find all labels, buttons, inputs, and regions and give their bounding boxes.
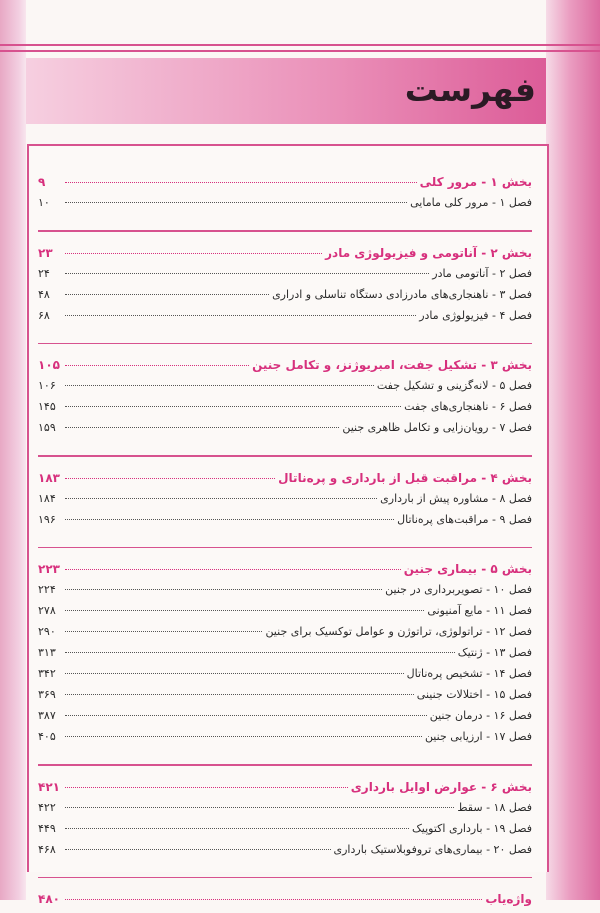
toc-chapter[interactable]	[38, 822, 532, 843]
dot-leader	[65, 787, 348, 788]
dot-leader	[65, 652, 455, 653]
toc-chapter-title: فصل ۲۰ - بیماری‌های تروفوبلاستیک بارداری	[333, 842, 532, 856]
toc-chapter[interactable]	[38, 843, 532, 864]
toc-chapter-title: فصل ۶ - ناهنجاری‌های جفت	[404, 400, 532, 413]
toc-part[interactable]	[38, 562, 532, 583]
toc-part-page-number: ۲۲۳	[38, 562, 60, 576]
toc-chapter-title: فصل ۱۰ - تصویربرداری در جنین	[385, 583, 532, 596]
dot-leader	[65, 202, 407, 203]
dot-leader	[65, 365, 249, 366]
dot-leader	[65, 736, 422, 737]
toc-chapter-title: فصل ۱۱ - مایع آمنیونی	[427, 604, 532, 617]
toc-chapter-title: فصل ۱۴ - تشخیص پره‌ناتال	[406, 667, 532, 680]
toc-part[interactable]	[38, 471, 532, 492]
section-divider	[38, 877, 532, 879]
toc-chapter-title: فصل ۵ - لانه‌گزینی و تشکیل جفت	[376, 379, 532, 392]
toc-chapter-page-number: ۴۴۹	[38, 821, 56, 835]
dot-leader	[65, 569, 401, 570]
section-divider	[38, 230, 532, 232]
toc-chapter-title: فصل ۱۸ - سقط	[457, 800, 532, 814]
toc-chapter-page-number: ۳۸۷	[38, 709, 56, 722]
toc-chapter-title: فصل ۱۲ - تراتولوژی، تراتوژن و عوامل توکسیک برای جنین	[265, 625, 532, 638]
toc-chapter[interactable]	[38, 379, 532, 400]
dot-leader	[65, 253, 322, 254]
toc-chapter[interactable]	[38, 688, 532, 709]
toc-glossary-title: واژه‌یاب	[485, 892, 532, 906]
toc-part[interactable]	[38, 358, 532, 379]
toc-chapter-title: فصل ۲ - آناتومی مادر	[432, 266, 532, 280]
toc-chapter-page-number: ۴۰۵	[38, 730, 56, 743]
toc-chapter[interactable]	[38, 604, 532, 625]
toc-chapter-title: فصل ۱۳ - ژنتیک	[457, 646, 532, 659]
toc-chapter[interactable]	[38, 730, 532, 751]
toc-chapter[interactable]	[38, 667, 532, 688]
dot-leader	[65, 828, 409, 829]
toc-chapter-page-number: ۶۸	[38, 308, 50, 322]
toc-part-title: بخش ۶ - عوارض اوایل بارداری	[350, 779, 532, 794]
toc-part-title: بخش ۵ - بیماری جنین	[403, 562, 532, 576]
toc-part-title: بخش ۲ - آناتومی و فیزیولوژی مادر	[325, 245, 532, 260]
toc-chapter-page-number: ۴۶۸	[38, 842, 56, 856]
toc-chapter-title: فصل ۴ - فیزیولوژی مادر	[419, 308, 532, 322]
toc-chapter-page-number: ۲۹۰	[38, 625, 56, 638]
toc-part-page-number: ۲۳	[38, 245, 53, 260]
top-rule	[0, 44, 600, 46]
page-title: فهرست	[404, 70, 536, 109]
toc-chapter-title: فصل ۱۷ - ارزیابی جنین	[424, 730, 532, 743]
toc-chapter-page-number: ۲۷۸	[38, 604, 56, 617]
section-divider	[38, 343, 532, 345]
dot-leader	[65, 631, 262, 632]
toc-part-title: بخش ۱ - مرور کلی	[419, 175, 532, 189]
toc-chapter-page-number: ۴۲۲	[38, 800, 56, 814]
dot-leader	[65, 385, 374, 386]
dot-leader	[65, 610, 424, 611]
toc-part-page-number: ۴۲۱	[38, 779, 60, 794]
toc-chapter-page-number: ۱۹۶	[38, 512, 56, 526]
table-of-contents	[38, 175, 532, 913]
toc-chapter-title: فصل ۹ - مراقبت‌های پره‌ناتال	[397, 512, 532, 526]
toc-chapter-title: فصل ۳ - ناهنجاری‌های مادرزادی دستگاه تناسلی و ادراری	[272, 287, 532, 301]
toc-chapter-page-number: ۱۰۶	[38, 379, 56, 392]
toc-chapter[interactable]	[38, 646, 532, 667]
toc-part-title: بخش ۴ - مراقبت قبل از بارداری و پره‌ناتال	[278, 470, 532, 485]
toc-chapter[interactable]	[38, 625, 532, 646]
toc-chapter[interactable]	[38, 421, 532, 442]
section-divider	[38, 764, 532, 766]
toc-part-page-number: ۱۸۳	[38, 470, 60, 485]
toc-chapter-page-number: ۳۶۹	[38, 688, 56, 701]
toc-chapter[interactable]	[38, 309, 532, 330]
toc-chapter[interactable]	[38, 400, 532, 421]
toc-chapter-title: فصل ۸ - مشاوره پیش از بارداری	[380, 491, 532, 505]
toc-chapter[interactable]	[38, 492, 532, 513]
toc-part[interactable]	[38, 780, 532, 801]
toc-chapter[interactable]	[38, 513, 532, 534]
toc-chapter[interactable]	[38, 196, 532, 217]
dot-leader	[65, 273, 429, 274]
toc-chapter-page-number: ۱۴۵	[38, 400, 56, 413]
dot-leader	[65, 673, 404, 674]
right-decorative-band	[546, 0, 600, 900]
dot-leader	[65, 807, 454, 808]
top-rule-2	[0, 50, 600, 52]
toc-chapter-page-number: ۳۴۲	[38, 667, 56, 680]
toc-glossary[interactable]	[38, 892, 532, 913]
dot-leader	[65, 294, 269, 295]
toc-part[interactable]	[38, 175, 532, 196]
dot-leader	[65, 315, 416, 316]
left-decorative-band	[0, 0, 26, 900]
toc-chapter[interactable]	[38, 267, 532, 288]
dot-leader	[65, 406, 401, 407]
toc-part-title: بخش ۳ - تشکیل جفت، امبریوژنز، و تکامل جنین	[252, 358, 532, 372]
toc-part-page-number: ۱۰۵	[38, 358, 60, 372]
dot-leader	[65, 694, 414, 695]
toc-chapter-title: فصل ۱۵ - اختلالات جنینی	[416, 688, 532, 701]
toc-chapter-page-number: ۱۰	[38, 196, 50, 209]
toc-chapter-page-number: ۴۸	[38, 287, 50, 301]
toc-chapter[interactable]	[38, 709, 532, 730]
dot-leader	[65, 589, 382, 590]
toc-glossary-page-number: ۴۸۰	[38, 892, 60, 906]
toc-chapter-page-number: ۱۸۴	[38, 491, 56, 505]
dot-leader	[65, 519, 394, 520]
toc-chapter[interactable]	[38, 288, 532, 309]
toc-part-page-number: ۹	[38, 175, 46, 189]
toc-chapter-page-number: ۳۱۳	[38, 646, 56, 659]
toc-chapter-page-number: ۲۲۴	[38, 583, 56, 596]
toc-chapter-title: فصل ۱۶ - درمان جنین	[429, 709, 532, 722]
dot-leader	[65, 478, 275, 479]
toc-chapter[interactable]	[38, 583, 532, 604]
toc-chapter-page-number: ۲۴	[38, 266, 50, 280]
dot-leader	[65, 715, 427, 716]
section-divider	[38, 455, 532, 457]
dot-leader	[65, 849, 331, 850]
toc-chapter-title: فصل ۱ - مرور کلی مامایی	[410, 196, 532, 209]
toc-part[interactable]	[38, 246, 532, 267]
toc-chapter-title: فصل ۷ - رویان‌زایی و تکامل ظاهری جنین	[342, 421, 532, 434]
toc-chapter[interactable]	[38, 801, 532, 822]
toc-chapter-page-number: ۱۵۹	[38, 421, 56, 434]
toc-chapter-title: فصل ۱۹ - بارداری اکتوپیک	[411, 821, 532, 835]
dot-leader	[65, 182, 417, 183]
dot-leader	[65, 427, 339, 428]
section-divider	[38, 547, 532, 549]
dot-leader	[65, 498, 377, 499]
